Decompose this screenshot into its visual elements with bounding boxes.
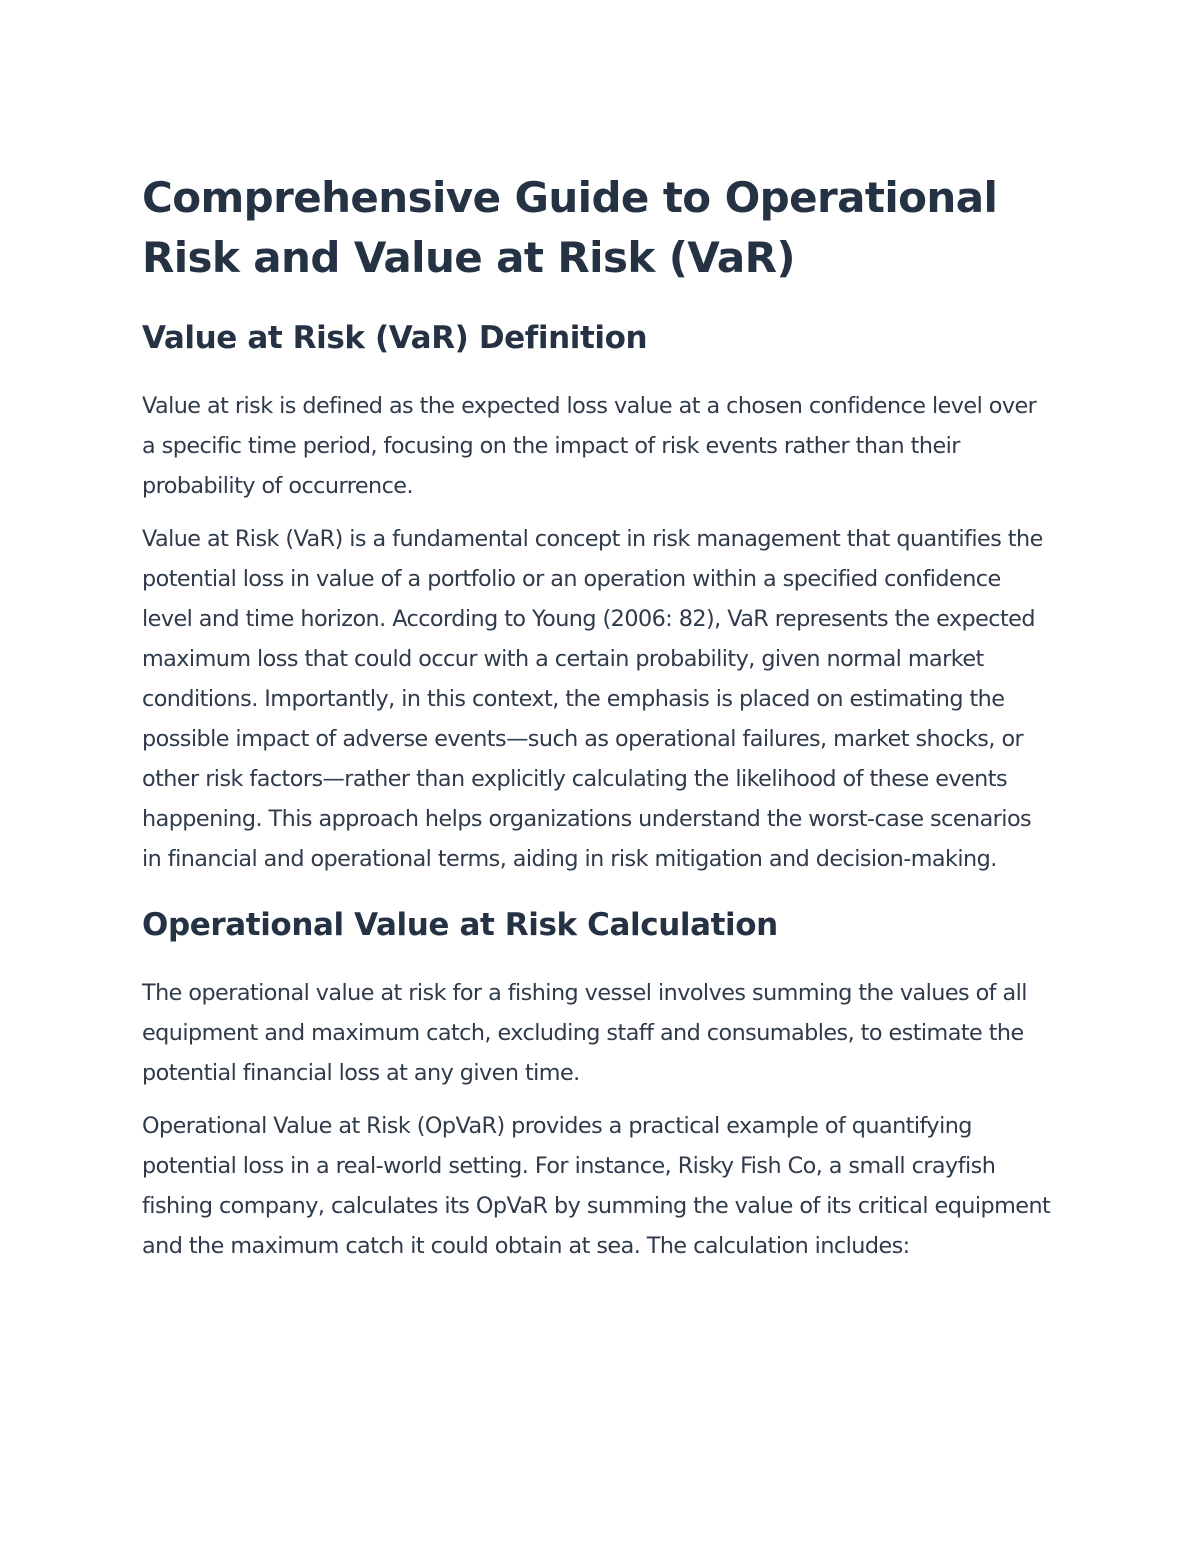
paragraph-var-summary: Value at risk is defined as the expected loss value at a chosen confidence level over a specific time period, focusing on the impact of risk events rather than their probability of occurrence. [142,393,1037,499]
document-title: Comprehensive Guide to Operational Risk and Value at Risk (VaR) [142,173,998,282]
paragraph-opvar-summary: The operational value at risk for a fishing vessel involves summing the values of all equipment and maximum catch, excluding staff and consumables, to estimate the potential financial loss at any given time. [142,980,1027,1086]
paragraph-var-detail: Value at Risk (VaR) is a fundamental concept in risk management that quantifies the potential loss in value of a portfolio or an operation within a specified confidence level and time horizon. According to Young (2006: 82), VaR represents the expected maximum loss that could occur with a certain probability, given normal market conditions. Importantly, in this context, the emphasis is placed on estimating the possible impact of adverse events—such as operational failures, market shocks, or other risk factors—rather than explicitly calculating the likelihood of these events happening. This approach helps organizations understand the worst-case scenarios in financial and operational terms, aiding in risk mitigation and decision-making. [142,526,1043,872]
section-heading-opvar-calculation: Operational Value at Risk Calculation [142,907,778,943]
document-page [142,168,1054,1266]
paragraph-opvar-detail: Operational Value at Risk (OpVaR) provides a practical example of quantifying potential loss in a real-world setting. For instance, Risky Fish Co, a small crayfish fishing company, calculates its OpVaR by summing the value of its critical equipment and the maximum catch it could obtain at sea. The calculation includes: [142,1113,1051,1259]
section-heading-var-definition: Value at Risk (VaR) Definition [142,320,648,356]
